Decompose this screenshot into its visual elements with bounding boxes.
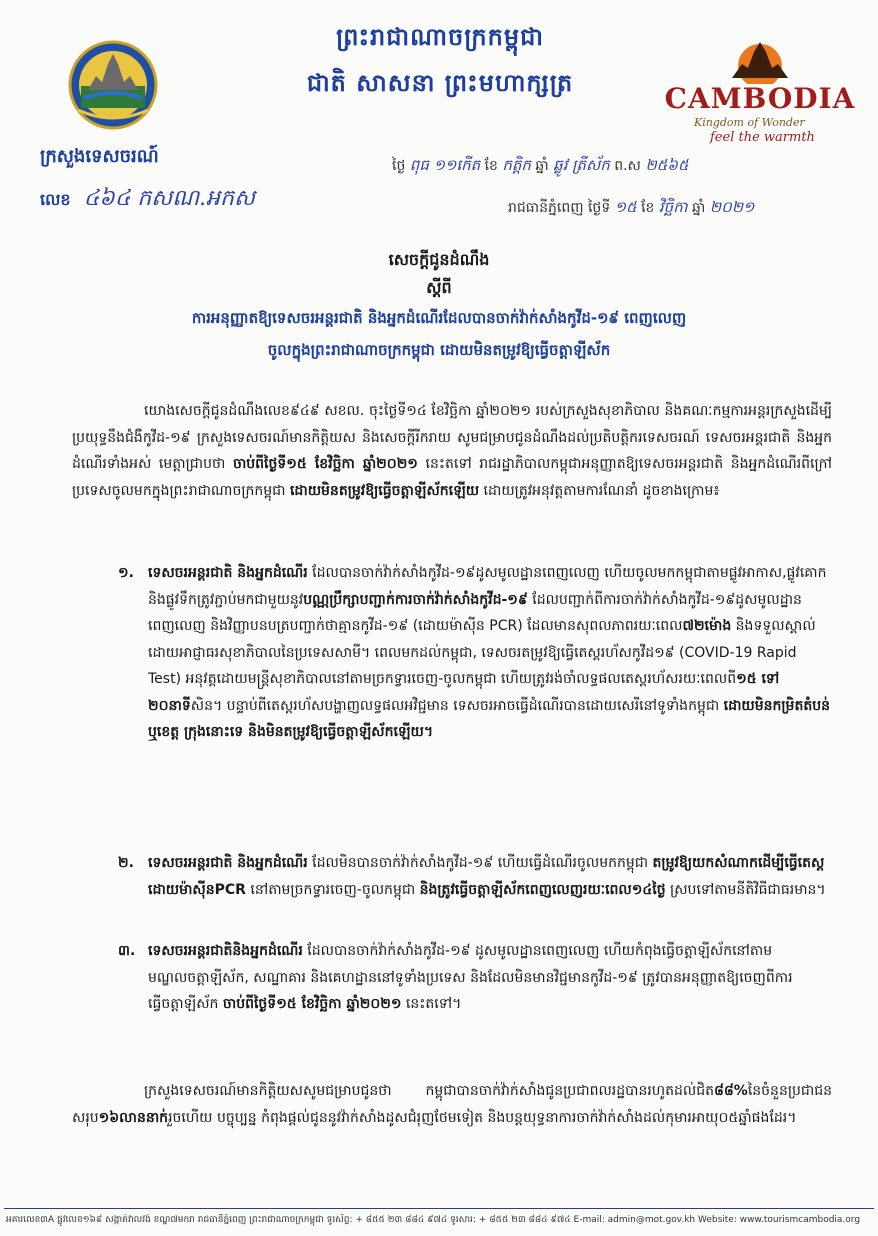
closing-bold: ១៦លាននាក់	[98, 1109, 169, 1126]
title-notice: សេចក្ដីជូនដំណឹង	[388, 250, 490, 269]
intro-text: នេះតទៅ រាជរដ្ឋាភិបាលកម្ពុជាអនុញ្ញាតឱ្យទេសចរអន្តរជាតិ និងអ្នកដំណើរពីក្រៅប្រទេសចូលមកក្នុងព្រះរាជាណាចក្រកម្ពុជា	[72, 456, 832, 499]
item-lead: ទេសចរអន្តរជាតិ និងអ្នកដំណើរ	[148, 855, 308, 871]
lunar-cycle: ត្រីស័ក	[571, 156, 610, 174]
title-regarding: ស្ដីពី	[426, 278, 452, 297]
item-text: សិន។ បន្ទាប់ពីតេស្ដរហ័សបង្ហាញលទ្ធផលអវិជ្ជមាន ទេសចរអាចធ្វើដំណើរបានដោយសេរីនៅទូទាំងកម្ពុជា	[190, 697, 724, 714]
solar-day: ១៥	[614, 198, 637, 216]
lunar-prefix: ថ្ងៃ	[392, 158, 406, 174]
brand-tagline: Kingdom of Wonder	[694, 116, 805, 129]
closing-text: រួចហើយ បច្ចុប្បន្ន កំពុងផ្ដល់ជូននូវវ៉ាក់សាំងដូសជំរុញថែមទៀត និងបន្តយុទ្ធនាការចាក់វ៉ាក់សាំងដល់កុមារអាយុ០៥ឆ្នាំផងដែរ។	[168, 1109, 797, 1126]
item-bold: ១៥ ទៅ ២០នាទី	[148, 671, 780, 714]
solar-year: ២០២១	[709, 198, 755, 216]
item-bold: ៧២ម៉ោង	[682, 618, 732, 634]
item-bold: តម្រូវឱ្យយកសំណាកដើម្បីធ្វើតេស្ដដោយម៉ាស៊ីនPCR	[148, 855, 825, 898]
lunar-month: កត្តិក	[502, 156, 531, 174]
intro-text: យោងសេចក្ដីជូនដំណឹងលេខ៩៤៩ សខល. ចុះថ្ងៃទី១៤ ខែវិច្ឆិកា ឆ្នាំ២០២១ របស់ក្រសួងសុខាភិបាល និងគណៈកម្មការអន្តរក្រសួងដើម្បីប្រយុទ្ធនឹងជំងឺកូវីដ-១៩ ក្រសួងទេសចរណ៍មានកិត្តិយស និងសេចក្ដីរីករាយ សូមជម្រាបជូនដំណឹងដល់ប្រតិបត្តិករទេសចរណ៍ ទេសចរអន្តរជាតិ និងអ្នកដំណើរទាំងអស់ មេត្តាជ្រាបថា	[72, 403, 832, 472]
intro-bold-date: ចាប់ពីថ្ងៃទី១៥ ខែវិច្ឆិកា ឆ្នាំ២០២១	[232, 456, 418, 472]
footer-contact: អគារលេខ៣A ផ្លូវលេខ១៦៩ សង្កាត់វាលវង់ ខណ្ឌ៧មករា រាជធានីភ្នំពេញ ព្រះរាជាណាចក្រកម្ពុជា ទូរស័ព្ទ: + ៨៥៥ ២៣ ៨៨៤ ៩៧៤ ទូរសារ: + ៨៥៥ ២៣ ៨៨៤ ៩៧៤ E-mail: admin@mot.gov.kh Website: www.tourismcambodia.org	[6, 1215, 861, 1225]
list-item-2	[118, 850, 832, 903]
solar-year-label: ឆ្នាំ	[691, 200, 706, 216]
kingdom-line: ព្រះរាជាណាចក្រកម្ពុជា	[336, 22, 544, 51]
intro-paragraph	[72, 398, 832, 504]
item-number: ២.	[118, 855, 134, 871]
lunar-date-line	[392, 156, 689, 178]
lunar-day: ពុធ ១១កើត	[409, 156, 481, 174]
solar-month: វិច្ឆិកា	[658, 198, 688, 216]
lunar-year: ឆ្លូវ	[553, 156, 568, 174]
angkor-sunset-icon	[720, 34, 800, 84]
title-subject-line1: ការអនុញ្ញាតឱ្យទេសចរអន្តរជាតិ និងអ្នកដំណើរដែលបានចាក់វ៉ាក់សាំងកូវីដ-១៩ ពេញលេញ	[191, 309, 687, 327]
item-lead: ទេសចរអន្តរជាតិ និងអ្នកដំណើរ	[148, 565, 308, 581]
cambodia-brand-logo	[660, 34, 860, 154]
lunar-year-label: ឆ្នាំ	[535, 158, 549, 174]
item-text: និងទទួលស្គាល់ដោយអាជ្ញាធរសុខាភិបាលនៃប្រទេសសាមី។ ពេលមកដល់កម្ពុជា, ទេសចរតម្រូវឱ្យធ្វើតេស្ដរហ័សកូវីដ១៩ (COVID-19 Rapid Test) អនុវត្តដោយមន្ត្រីសុខាភិបាលនៅតាមច្រកទ្វារចេញ-ចូលកម្ពុជា ហើយត្រូវរង់ចាំលទ្ធផលតេស្ដរហ័សរយៈពេលពី	[148, 618, 816, 687]
item-text: នៅតាមច្រកទ្វារចេញ-ចូលកម្ពុជា	[245, 881, 420, 898]
brand-name: CAMBODIA	[664, 82, 856, 115]
item-lead: ទេសចរអន្តរជាតិនិងអ្នកដំណើរ	[148, 943, 303, 959]
ministry-logo	[68, 40, 158, 130]
item-text: ដែលបានចាក់វ៉ាក់សាំងកូវីដ-១៩ដូសមូលដ្ឋានពេញលេញ ហើយចូលមកកម្ពុជាតាមផ្លូវអាកាស,ផ្លូវគោក និងផ្លូវទឹកត្រូវភ្ជាប់មកជាមួយនូវ	[148, 565, 827, 608]
footer-divider	[4, 1208, 874, 1209]
motto-line: ជាតិ សាសនា ព្រះមហាក្សត្រ	[306, 68, 574, 97]
item-text: ដែលមិនបានចាក់វ៉ាក់សាំងកូវីដ-១៩ ហើយធ្វើដំណើរចូលមកកម្ពុជា	[307, 855, 653, 871]
list-item-1	[118, 560, 832, 746]
item-bold: ចាប់ពីថ្ងៃទី១៥ ខែវិច្ឆិកា ឆ្នាំ២០២១	[222, 996, 402, 1012]
era-year: ២៥៦៥	[645, 156, 689, 174]
lunar-month-label: ខែ	[484, 158, 498, 174]
list-item-3	[118, 938, 832, 1018]
title-subject-line2: ចូលក្នុងព្រះរាជាណាចក្រកម្ពុជា ដោយមិនតម្រូវឱ្យធ្វើចត្តាឡីស័ក	[267, 341, 611, 359]
item-text: ដែលបានចាក់វ៉ាក់សាំងកូវីដ-១៩ ដូសមូលដ្ឋានពេញលេញ ហើយកំពុងធ្វើចត្តាឡីស័កនៅតាមមណ្ឌលចត្តាឡីស័ក, សណ្ឋាគារ និងគេហដ្ឋាននៅទូទាំងប្រទេស និងដែលមិនមានវិជ្ជមានកូវីដ-១៩ ត្រូវបានអនុញ្ញាតឱ្យចេញពីការធ្វើចត្តាឡីស័ក	[148, 943, 793, 1012]
ministry-name: ក្រសួងទេសចរណ៍	[40, 146, 159, 167]
title-block	[40, 246, 838, 366]
item-text: ដែលបញ្ជាក់ពីការចាក់វ៉ាក់សាំងកូវីដ-១៩ដូសមូលដ្ឋានពេញលេញ និងវិញ្ញាបនបត្របញ្ជាក់ថាគ្មានកូវីដ-១៩ (ដោយម៉ាស៊ីន PCR) ដែលមានសុពលភាពរយៈពេល	[148, 591, 802, 634]
closing-text: នៃចំនួនប្រជាជនសរុប	[72, 1083, 832, 1126]
era-label: ព.ស	[614, 158, 641, 174]
brand-slogan: feel the warmth	[710, 130, 815, 145]
closing-bold: ៨៨%	[713, 1083, 748, 1099]
ref-number: ៤៦៤ កសណ.អកស	[83, 186, 255, 211]
item-bold: និងត្រូវធ្វើចត្តាឡីស័កពេញលេញរយៈពេល១៤ថ្ងៃ	[419, 881, 666, 898]
item-bold: បណ្ណប្រឹក្សាបញ្ជាក់ការចាក់វ៉ាក់សាំងកូវីដ-១៩	[303, 591, 528, 608]
closing-paragraph	[72, 1078, 832, 1131]
solar-month-label: ខែ	[641, 200, 655, 216]
city-day-label: រាជធានីភ្នំពេញ ថ្ងៃទី	[508, 200, 611, 216]
ref-label: លេខ	[40, 190, 71, 209]
item-number: ៣.	[118, 943, 136, 959]
intro-text: ដោយត្រូវអនុវត្តតាមការណែនាំ ដូចខាងក្រោម៖	[479, 482, 720, 499]
closing-text: ក្រសួងទេសចរណ៍មានកិត្តិយសសូមជម្រាបជូនថា កម្ពុជាបានចាក់វ៉ាក់សាំងជូនប្រជាពលរដ្ឋបានរហូតដល់ជិត	[144, 1083, 714, 1099]
intro-bold-no-quarantine: ដោយមិនតម្រូវឱ្យធ្វើចត្តាឡីស័កឡើយ	[289, 482, 480, 499]
item-text: នេះតទៅ។	[401, 996, 462, 1012]
ref-line	[40, 184, 255, 216]
item-number: ១.	[118, 565, 134, 581]
solar-date-line	[508, 198, 754, 220]
item-bold: ដោយមិនកម្រិតតំបន់ ឬខេត្ត ក្រុងនោះទេ និងមិនតម្រូវឱ្យធ្វើចត្តាឡីស័កឡើយ។	[148, 697, 830, 740]
item-text: ស្របទៅតាមនីតិវិធីជាធរមាន។	[665, 881, 826, 898]
